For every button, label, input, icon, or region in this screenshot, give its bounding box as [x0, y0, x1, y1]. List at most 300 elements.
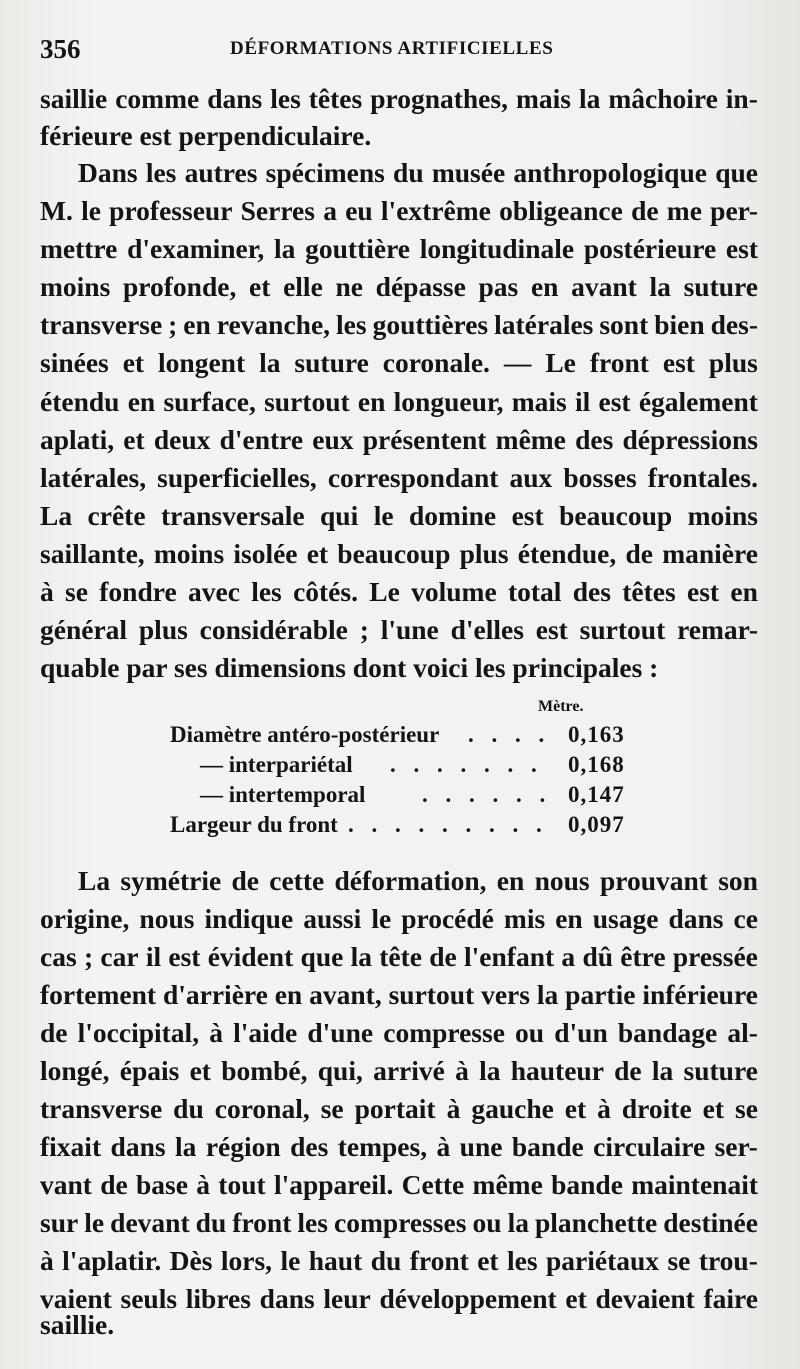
word: Dans: [78, 157, 138, 188]
word: les: [507, 1245, 538, 1276]
word: procédé: [401, 903, 494, 934]
word: la: [651, 1055, 674, 1086]
text-line: [40, 1204, 758, 1241]
word: coronale.: [382, 347, 490, 378]
word: dépressions: [622, 424, 758, 455]
word: la: [507, 1207, 529, 1238]
word: d'elles: [450, 614, 524, 645]
word: les: [145, 157, 177, 188]
text-line: [78, 862, 758, 899]
word: est: [511, 500, 544, 531]
word: sont: [599, 309, 649, 340]
word: elle: [283, 271, 323, 302]
text-line: [40, 306, 758, 343]
word: de: [40, 1017, 68, 1048]
word: bosses: [563, 462, 637, 493]
word: pressée: [672, 941, 758, 972]
word: bande: [511, 1131, 584, 1162]
text-line: [40, 1014, 758, 1051]
word: libres: [185, 1283, 251, 1314]
word: bande: [551, 1169, 623, 1200]
word: fixait: [40, 1131, 102, 1162]
word: devaient: [595, 1283, 695, 1314]
word: La: [78, 865, 111, 896]
word: surtout: [264, 386, 350, 417]
word: mis: [503, 903, 546, 934]
word: à: [196, 1169, 210, 1200]
word: ;: [83, 941, 94, 972]
word: il: [145, 941, 162, 972]
text-line: [40, 80, 758, 117]
word: obligeance: [499, 195, 623, 226]
word: plus: [138, 614, 188, 645]
word: avant: [571, 271, 637, 302]
word: mais: [515, 83, 571, 114]
word: et: [306, 538, 329, 569]
word: à: [209, 1017, 223, 1048]
word: l'aplatir.: [62, 1245, 162, 1276]
word: en: [496, 865, 525, 896]
text-line: férieure est perpendiculaire.: [40, 120, 372, 151]
text-line: [40, 611, 758, 648]
word: à: [40, 1245, 54, 1276]
word: circulaire: [593, 1131, 706, 1162]
word: sur: [40, 1207, 79, 1238]
word: se: [735, 1093, 758, 1124]
word: des-: [710, 309, 758, 340]
word: planchette: [535, 1207, 658, 1238]
word: comme: [115, 83, 200, 114]
word: haut: [308, 1245, 363, 1276]
word: en: [530, 271, 559, 302]
word: des: [575, 424, 614, 455]
word: latérales,: [40, 462, 147, 493]
word: longent: [158, 347, 246, 378]
word: moins: [40, 271, 111, 302]
word: dans: [110, 1131, 166, 1162]
word: compresse: [383, 1017, 505, 1048]
word: se: [65, 576, 88, 607]
word: beaucoup: [337, 538, 451, 569]
text-line: [40, 1052, 758, 1089]
word: développement: [379, 1283, 557, 1314]
word: en: [274, 979, 303, 1010]
word: plus: [708, 347, 758, 378]
word: longé,: [40, 1055, 110, 1086]
word: être: [620, 941, 666, 972]
word: en: [183, 309, 211, 340]
word: tout: [218, 1169, 266, 1200]
word: bombé,: [221, 1055, 308, 1086]
word: front: [409, 1245, 469, 1276]
word: total: [507, 576, 562, 607]
word: faire: [703, 1283, 758, 1314]
word: droite: [621, 1093, 692, 1124]
word: domine: [409, 500, 497, 531]
word: côtés.: [293, 576, 358, 607]
text-line: [40, 344, 758, 381]
word: in-: [725, 83, 758, 114]
word: transversale: [160, 500, 305, 531]
word: de: [631, 195, 659, 226]
word: en: [357, 386, 386, 417]
word: coronal,: [214, 1093, 310, 1124]
word: d'entre: [219, 424, 304, 455]
word: l'une: [380, 614, 439, 645]
word: la: [578, 83, 601, 114]
word: du: [173, 1093, 204, 1124]
word: à: [446, 1093, 461, 1124]
leader-dots: . . . . . . .: [390, 752, 543, 777]
measurements-table: [150, 694, 670, 844]
word: épais: [119, 1055, 180, 1086]
word: Cette: [401, 1169, 465, 1200]
word: per-: [710, 195, 758, 226]
word: Le: [369, 576, 400, 607]
word: présentent: [362, 424, 487, 455]
word: surtout: [579, 614, 666, 645]
text-line: [40, 573, 758, 610]
word: et: [249, 271, 271, 302]
text-line: [40, 938, 758, 975]
text-line: [40, 900, 758, 937]
word: le: [373, 500, 394, 531]
row-label: — interpariétal: [200, 752, 353, 777]
text-line: [40, 459, 758, 496]
word: général: [40, 614, 128, 645]
word: la: [350, 941, 372, 972]
word: à: [455, 1055, 469, 1086]
word: mettre: [40, 233, 118, 264]
word: les: [336, 309, 367, 340]
leader-dots: . . . . . .: [422, 782, 552, 807]
text-line: [40, 421, 758, 458]
word: en: [730, 576, 758, 607]
row-value: 0,097: [568, 812, 625, 837]
word: prognathes,: [370, 83, 508, 114]
word: bien: [654, 309, 705, 340]
word: de: [625, 538, 653, 569]
text-line: saillie.: [40, 1309, 115, 1340]
row-value: 0,168: [568, 752, 625, 777]
word: bandage: [617, 1017, 718, 1048]
word: l'occipital,: [77, 1017, 200, 1048]
text-line: [40, 1128, 758, 1165]
word: tempes,: [337, 1131, 428, 1162]
word: étendue,: [517, 538, 617, 569]
word: mâchoire: [608, 83, 718, 114]
word: seuls: [120, 1283, 178, 1314]
word: moins: [153, 538, 225, 569]
word: gouttières: [372, 309, 489, 340]
word: se: [667, 1245, 691, 1276]
word: têtes: [308, 83, 363, 114]
text-line: [40, 976, 758, 1013]
running-title: DÉFORMATIONS ARTIFICIELLES: [230, 38, 554, 59]
word: la: [259, 347, 281, 378]
word: deux: [153, 424, 211, 455]
word: le: [371, 903, 392, 934]
text-line: [40, 1166, 758, 1203]
word: la: [175, 1131, 197, 1162]
word: d'arrière: [162, 979, 268, 1010]
text-line: [40, 230, 758, 267]
word: tête: [379, 941, 422, 972]
word: cette: [269, 865, 325, 896]
word: et: [189, 1055, 211, 1086]
word: professeur: [109, 195, 233, 226]
word: se: [320, 1093, 344, 1124]
word: même: [472, 1169, 543, 1200]
word: leur: [323, 1283, 371, 1314]
word: spécimens: [265, 157, 385, 188]
word: ne: [335, 271, 363, 302]
word: correspondant: [327, 462, 499, 493]
word: trou-: [698, 1245, 758, 1276]
word: étendu: [40, 386, 120, 417]
word: indique: [204, 903, 294, 934]
word: remar-: [677, 614, 758, 645]
word: ou: [472, 1207, 502, 1238]
leader-dots: . . . .: [468, 722, 551, 747]
word: destinée: [663, 1207, 758, 1238]
word: partie: [565, 979, 636, 1010]
word: latérales: [494, 309, 594, 340]
text-line: [40, 192, 758, 229]
word: —: [503, 347, 532, 378]
word: à: [597, 1093, 611, 1124]
word: des: [572, 576, 611, 607]
word: et: [564, 1093, 587, 1124]
word: al-: [727, 1017, 758, 1048]
word: considérable: [199, 614, 348, 645]
word: isolée: [233, 538, 298, 569]
word: du: [393, 157, 424, 188]
word: aussi: [303, 903, 362, 934]
table-row: [150, 812, 670, 840]
word: fondre: [99, 576, 177, 607]
text-line: [40, 383, 758, 420]
word: et: [477, 1245, 499, 1276]
word: transverse: [40, 309, 163, 340]
word: inférieure: [642, 979, 758, 1010]
word: des: [290, 1131, 329, 1162]
word: dans: [668, 903, 724, 934]
word: arrivé: [373, 1055, 445, 1086]
text-line: [40, 535, 758, 572]
word: volume: [411, 576, 497, 607]
text-line: [40, 497, 758, 534]
row-label: — intertemporal: [200, 782, 366, 807]
word: eux: [312, 424, 354, 455]
word: vers: [481, 979, 530, 1010]
word: est: [168, 941, 201, 972]
word: revanche,: [216, 309, 331, 340]
word: une: [459, 1131, 503, 1162]
word: également: [638, 386, 758, 417]
word: d'une: [307, 1017, 374, 1048]
word: à: [40, 576, 54, 607]
word: évident: [207, 941, 294, 972]
word: vant: [40, 1169, 92, 1200]
word: anthropologique: [513, 157, 707, 188]
running-head: [40, 34, 760, 66]
word: me: [666, 195, 702, 226]
page-number: 356: [40, 34, 81, 64]
word: de: [231, 865, 259, 896]
word: superficielles,: [157, 462, 317, 493]
word: le: [280, 1245, 301, 1276]
word: même: [495, 424, 566, 455]
word: eu: [345, 195, 373, 226]
word: crête: [87, 500, 146, 531]
word: ou: [515, 1017, 545, 1048]
word: d'examiner,: [127, 233, 265, 264]
word: son: [718, 865, 758, 896]
word: en: [127, 386, 156, 417]
word: compresses: [334, 1207, 467, 1238]
word: la: [536, 979, 559, 1010]
word: La: [40, 500, 73, 531]
word: vaient: [40, 1283, 112, 1314]
word: plus: [459, 538, 509, 569]
word: l'appareil.: [273, 1169, 394, 1200]
word: origine,: [40, 903, 130, 934]
word: fortement: [40, 979, 157, 1010]
word: Le: [545, 347, 576, 378]
word: hauteur: [510, 1055, 604, 1086]
word: surtout: [388, 979, 475, 1010]
word: aux: [509, 462, 553, 493]
word: de: [429, 941, 457, 972]
word: front: [589, 347, 649, 378]
word: la: [479, 1055, 501, 1086]
word: l'extrême: [380, 195, 491, 226]
unit-header: Mètre.: [538, 698, 584, 715]
word: en: [555, 903, 583, 934]
word: région: [205, 1131, 281, 1162]
word: dans: [207, 83, 263, 114]
word: aplati,: [40, 424, 115, 455]
word: d'un: [554, 1017, 608, 1048]
word: usage: [592, 903, 659, 934]
word: avec: [187, 576, 240, 607]
word: lors,: [220, 1245, 273, 1276]
word: et: [123, 424, 145, 455]
word: est: [686, 576, 720, 607]
word: dû: [582, 941, 614, 972]
word: et: [122, 347, 145, 378]
word: de: [100, 1169, 128, 1200]
word: beaucoup: [559, 500, 673, 531]
word: autres: [184, 157, 258, 188]
word: front: [232, 1207, 292, 1238]
word: car: [100, 941, 139, 972]
word: est: [725, 233, 758, 264]
word: la: [274, 233, 296, 264]
word: suture: [683, 1055, 758, 1086]
word: que: [715, 157, 758, 188]
word: dans: [259, 1283, 315, 1314]
word: têtes: [622, 576, 676, 607]
word: déformation,: [334, 865, 487, 896]
word: symétrie: [120, 865, 222, 896]
word: ce: [733, 903, 758, 934]
word: l'enfant: [464, 941, 555, 972]
text-line: quable par ses dimensions dont voici les principales :: [40, 652, 659, 683]
word: surface,: [163, 386, 256, 417]
word: musée: [431, 157, 506, 188]
word: nous: [139, 903, 195, 934]
word: les: [251, 576, 282, 607]
table-row: [150, 782, 670, 810]
table-row: [150, 722, 670, 750]
word: cas: [40, 941, 77, 972]
word: Serres: [240, 195, 315, 226]
word: le: [81, 195, 101, 226]
word: dépasse: [375, 271, 466, 302]
word: portait: [354, 1093, 436, 1124]
row-label: Largeur du front: [170, 812, 338, 837]
word: gouttière: [305, 233, 411, 264]
word: suture: [294, 347, 369, 378]
text-line: [78, 154, 758, 191]
text-line: [40, 1242, 758, 1279]
word: les: [270, 83, 301, 114]
word: et: [565, 1283, 587, 1314]
word: il: [574, 386, 591, 417]
word: profonde,: [122, 271, 237, 302]
word: a: [323, 195, 337, 226]
word: transverse: [40, 1093, 163, 1124]
word: base: [136, 1169, 188, 1200]
word: manière: [662, 538, 758, 569]
word: maintenait: [631, 1169, 758, 1200]
word: pas: [478, 271, 519, 302]
text-line: [40, 268, 758, 305]
word: ;: [168, 309, 178, 340]
word: a: [561, 941, 576, 972]
word: suture: [683, 271, 758, 302]
word: moins: [687, 500, 758, 531]
word: qui: [320, 500, 359, 531]
word: sinées: [40, 347, 109, 378]
word: frontales.: [647, 462, 758, 493]
table-row: [150, 752, 670, 780]
word: nous: [534, 865, 590, 896]
word: pariétaux: [545, 1245, 660, 1276]
word: est: [535, 614, 568, 645]
row-value: 0,147: [568, 782, 625, 807]
leader-dots: . . . . . . . . .: [348, 812, 548, 837]
word: avant,: [309, 979, 382, 1010]
word: prouvant: [599, 865, 708, 896]
word: ser-: [714, 1131, 758, 1162]
word: à: [436, 1131, 451, 1162]
word: est: [598, 386, 631, 417]
word: du: [370, 1245, 402, 1276]
word: les: [297, 1207, 328, 1238]
word: de: [614, 1055, 642, 1086]
word: longitudinale: [419, 233, 575, 264]
word: est: [662, 347, 695, 378]
word: la: [649, 271, 671, 302]
word: M.: [40, 195, 73, 226]
row-label: Diamètre antéro-postérieur: [170, 722, 440, 747]
word: postérieure: [583, 233, 717, 264]
word: longueur,: [393, 386, 504, 417]
word: du: [195, 1207, 227, 1238]
